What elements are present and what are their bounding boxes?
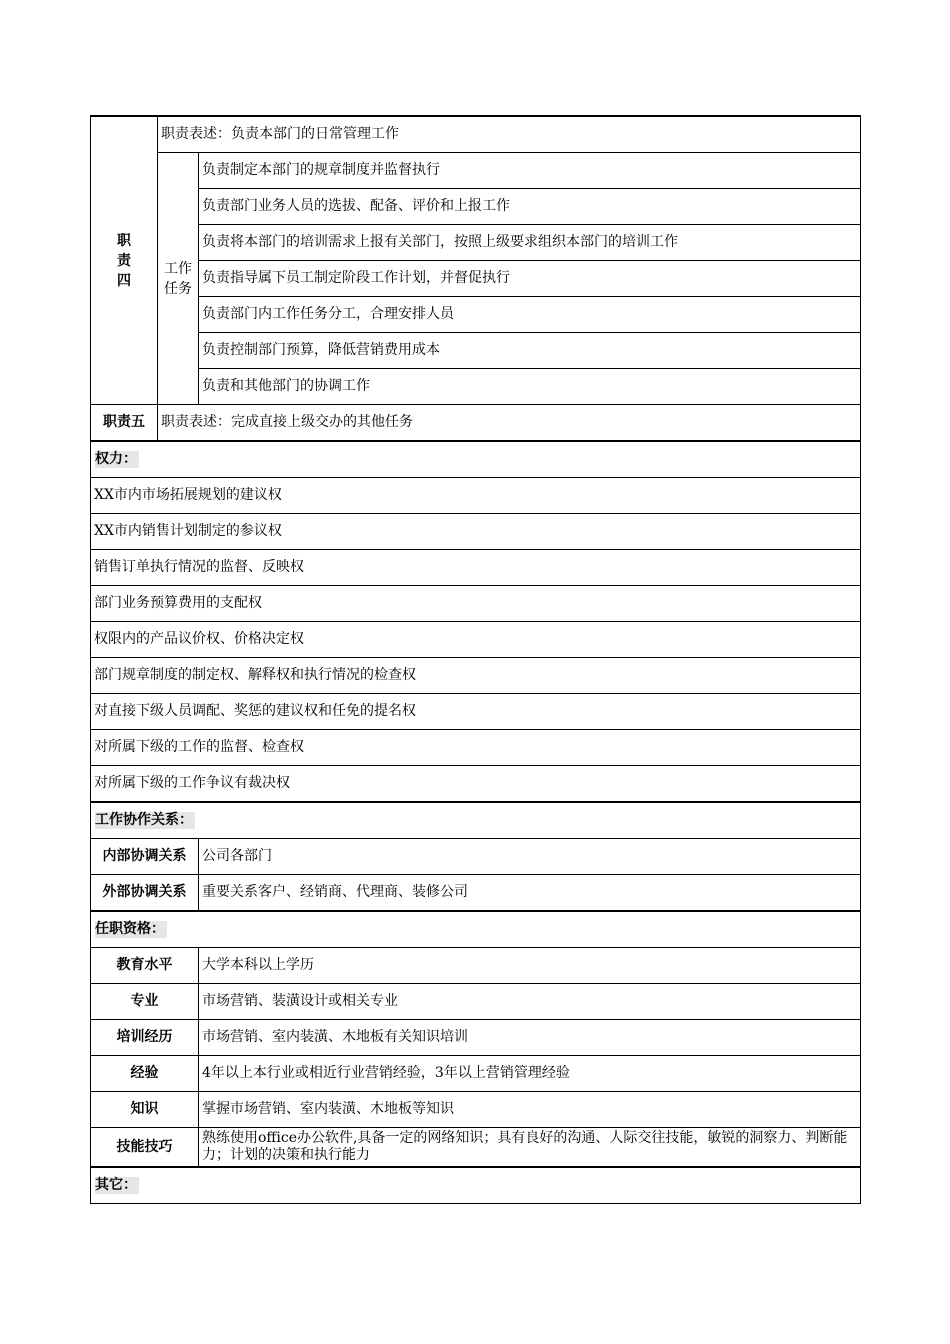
duty4-task: 负责部门内工作任务分工，合理安排人员 <box>199 297 861 333</box>
qualification-label: 经验 <box>91 1056 199 1092</box>
duty5-statement: 职责表述：完成直接上级交办的其他任务 <box>158 405 861 442</box>
relations-header-text: 工作协作关系： <box>95 812 193 828</box>
qualification-value: 掌握市场营销、室内装潢、木地板等知识 <box>199 1092 861 1128</box>
duty4-label: 职 责 四 <box>91 116 158 405</box>
power-row <box>91 478 861 514</box>
duty4-task: 负责指导属下员工制定阶段工作计划，并督促执行 <box>199 261 861 297</box>
duty4-task-row <box>91 297 861 333</box>
power-row <box>91 622 861 658</box>
qualification-row <box>91 948 861 984</box>
duty4-task-row <box>91 189 861 225</box>
power-item: 部门业务预算费用的支配权 <box>91 586 861 622</box>
power-row <box>91 766 861 803</box>
power-item: 对所属下级的工作的监督、检查权 <box>91 730 861 766</box>
duty4-statement: 职责表述：负责本部门的日常管理工作 <box>158 116 861 153</box>
external-relation-row <box>91 875 861 912</box>
qualification-value: 市场营销、装潢设计或相关专业 <box>199 984 861 1020</box>
power-item: 权限内的产品议价权、价格决定权 <box>91 622 861 658</box>
relations-header <box>91 802 861 839</box>
power-item: 部门规章制度的制定权、解释权和执行情况的检查权 <box>91 658 861 694</box>
other-header <box>91 1167 861 1204</box>
power-item: 销售订单执行情况的监督、反映权 <box>91 550 861 586</box>
duty4-task-row <box>91 261 861 297</box>
powers-header-text: 权力： <box>95 451 137 467</box>
qualifications-header-text: 任职资格： <box>95 921 165 937</box>
job-description-table-container <box>90 115 860 1204</box>
duty5-row <box>91 405 861 442</box>
qualification-value: 大学本科以上学历 <box>199 948 861 984</box>
duty4-task: 负责部门业务人员的选拔、配备、评价和上报工作 <box>199 189 861 225</box>
powers-header-row <box>91 441 861 478</box>
qualifications-header <box>91 911 861 948</box>
duty4-task-label: 工作 任务 <box>158 153 199 405</box>
qualification-label: 专业 <box>91 984 199 1020</box>
power-row <box>91 694 861 730</box>
power-row <box>91 730 861 766</box>
qualification-value: 熟练使用office办公软件,具备一定的网络知识；具有良好的沟通、人际交往技能，敏锐的洞察力、判断能力；计划的决策和执行能力 <box>199 1128 861 1168</box>
qualification-value: 市场营销、室内装潢、木地板有关知识培训 <box>199 1020 861 1056</box>
qualifications-header-row <box>91 911 861 948</box>
qualification-row <box>91 984 861 1020</box>
job-description-table <box>90 115 861 1204</box>
qualification-value: 4年以上本行业或相近行业营销经验，3年以上营销管理经验 <box>199 1056 861 1092</box>
duty4-task: 负责将本部门的培训需求上报有关部门，按照上级要求组织本部门的培训工作 <box>199 225 861 261</box>
qualification-row <box>91 1092 861 1128</box>
other-header-row <box>91 1167 861 1204</box>
power-row <box>91 514 861 550</box>
power-item: XX市内销售计划制定的参议权 <box>91 514 861 550</box>
powers-header <box>91 441 861 478</box>
duty4-task: 负责控制部门预算，降低营销费用成本 <box>199 333 861 369</box>
power-item: 对直接下级人员调配、奖惩的建议权和任免的提名权 <box>91 694 861 730</box>
duty4-task-row <box>91 333 861 369</box>
power-row <box>91 658 861 694</box>
qualification-row <box>91 1056 861 1092</box>
qualification-label: 技能技巧 <box>91 1128 199 1168</box>
qualification-row <box>91 1020 861 1056</box>
external-relation-value: 重要关系客户、经销商、代理商、装修公司 <box>199 875 861 912</box>
internal-relation-label: 内部协调关系 <box>91 839 199 875</box>
internal-relation-value: 公司各部门 <box>199 839 861 875</box>
power-item: 对所属下级的工作争议有裁决权 <box>91 766 861 803</box>
relations-header-row <box>91 802 861 839</box>
qualification-label: 知识 <box>91 1092 199 1128</box>
duty4-task-row <box>91 369 861 405</box>
other-header-text: 其它： <box>95 1177 137 1193</box>
qualification-row <box>91 1128 861 1168</box>
external-relation-label: 外部协调关系 <box>91 875 199 912</box>
qualification-label: 教育水平 <box>91 948 199 984</box>
duty4-task: 负责和其他部门的协调工作 <box>199 369 861 405</box>
duty5-label: 职责五 <box>91 405 158 442</box>
power-row <box>91 586 861 622</box>
duty4-task-row <box>91 153 861 189</box>
power-item: XX市内市场拓展规划的建议权 <box>91 478 861 514</box>
internal-relation-row <box>91 839 861 875</box>
power-row <box>91 550 861 586</box>
duty4-task-row <box>91 225 861 261</box>
qualification-label: 培训经历 <box>91 1020 199 1056</box>
duty4-statement-row <box>91 116 861 153</box>
duty4-task: 负责制定本部门的规章制度并监督执行 <box>199 153 861 189</box>
